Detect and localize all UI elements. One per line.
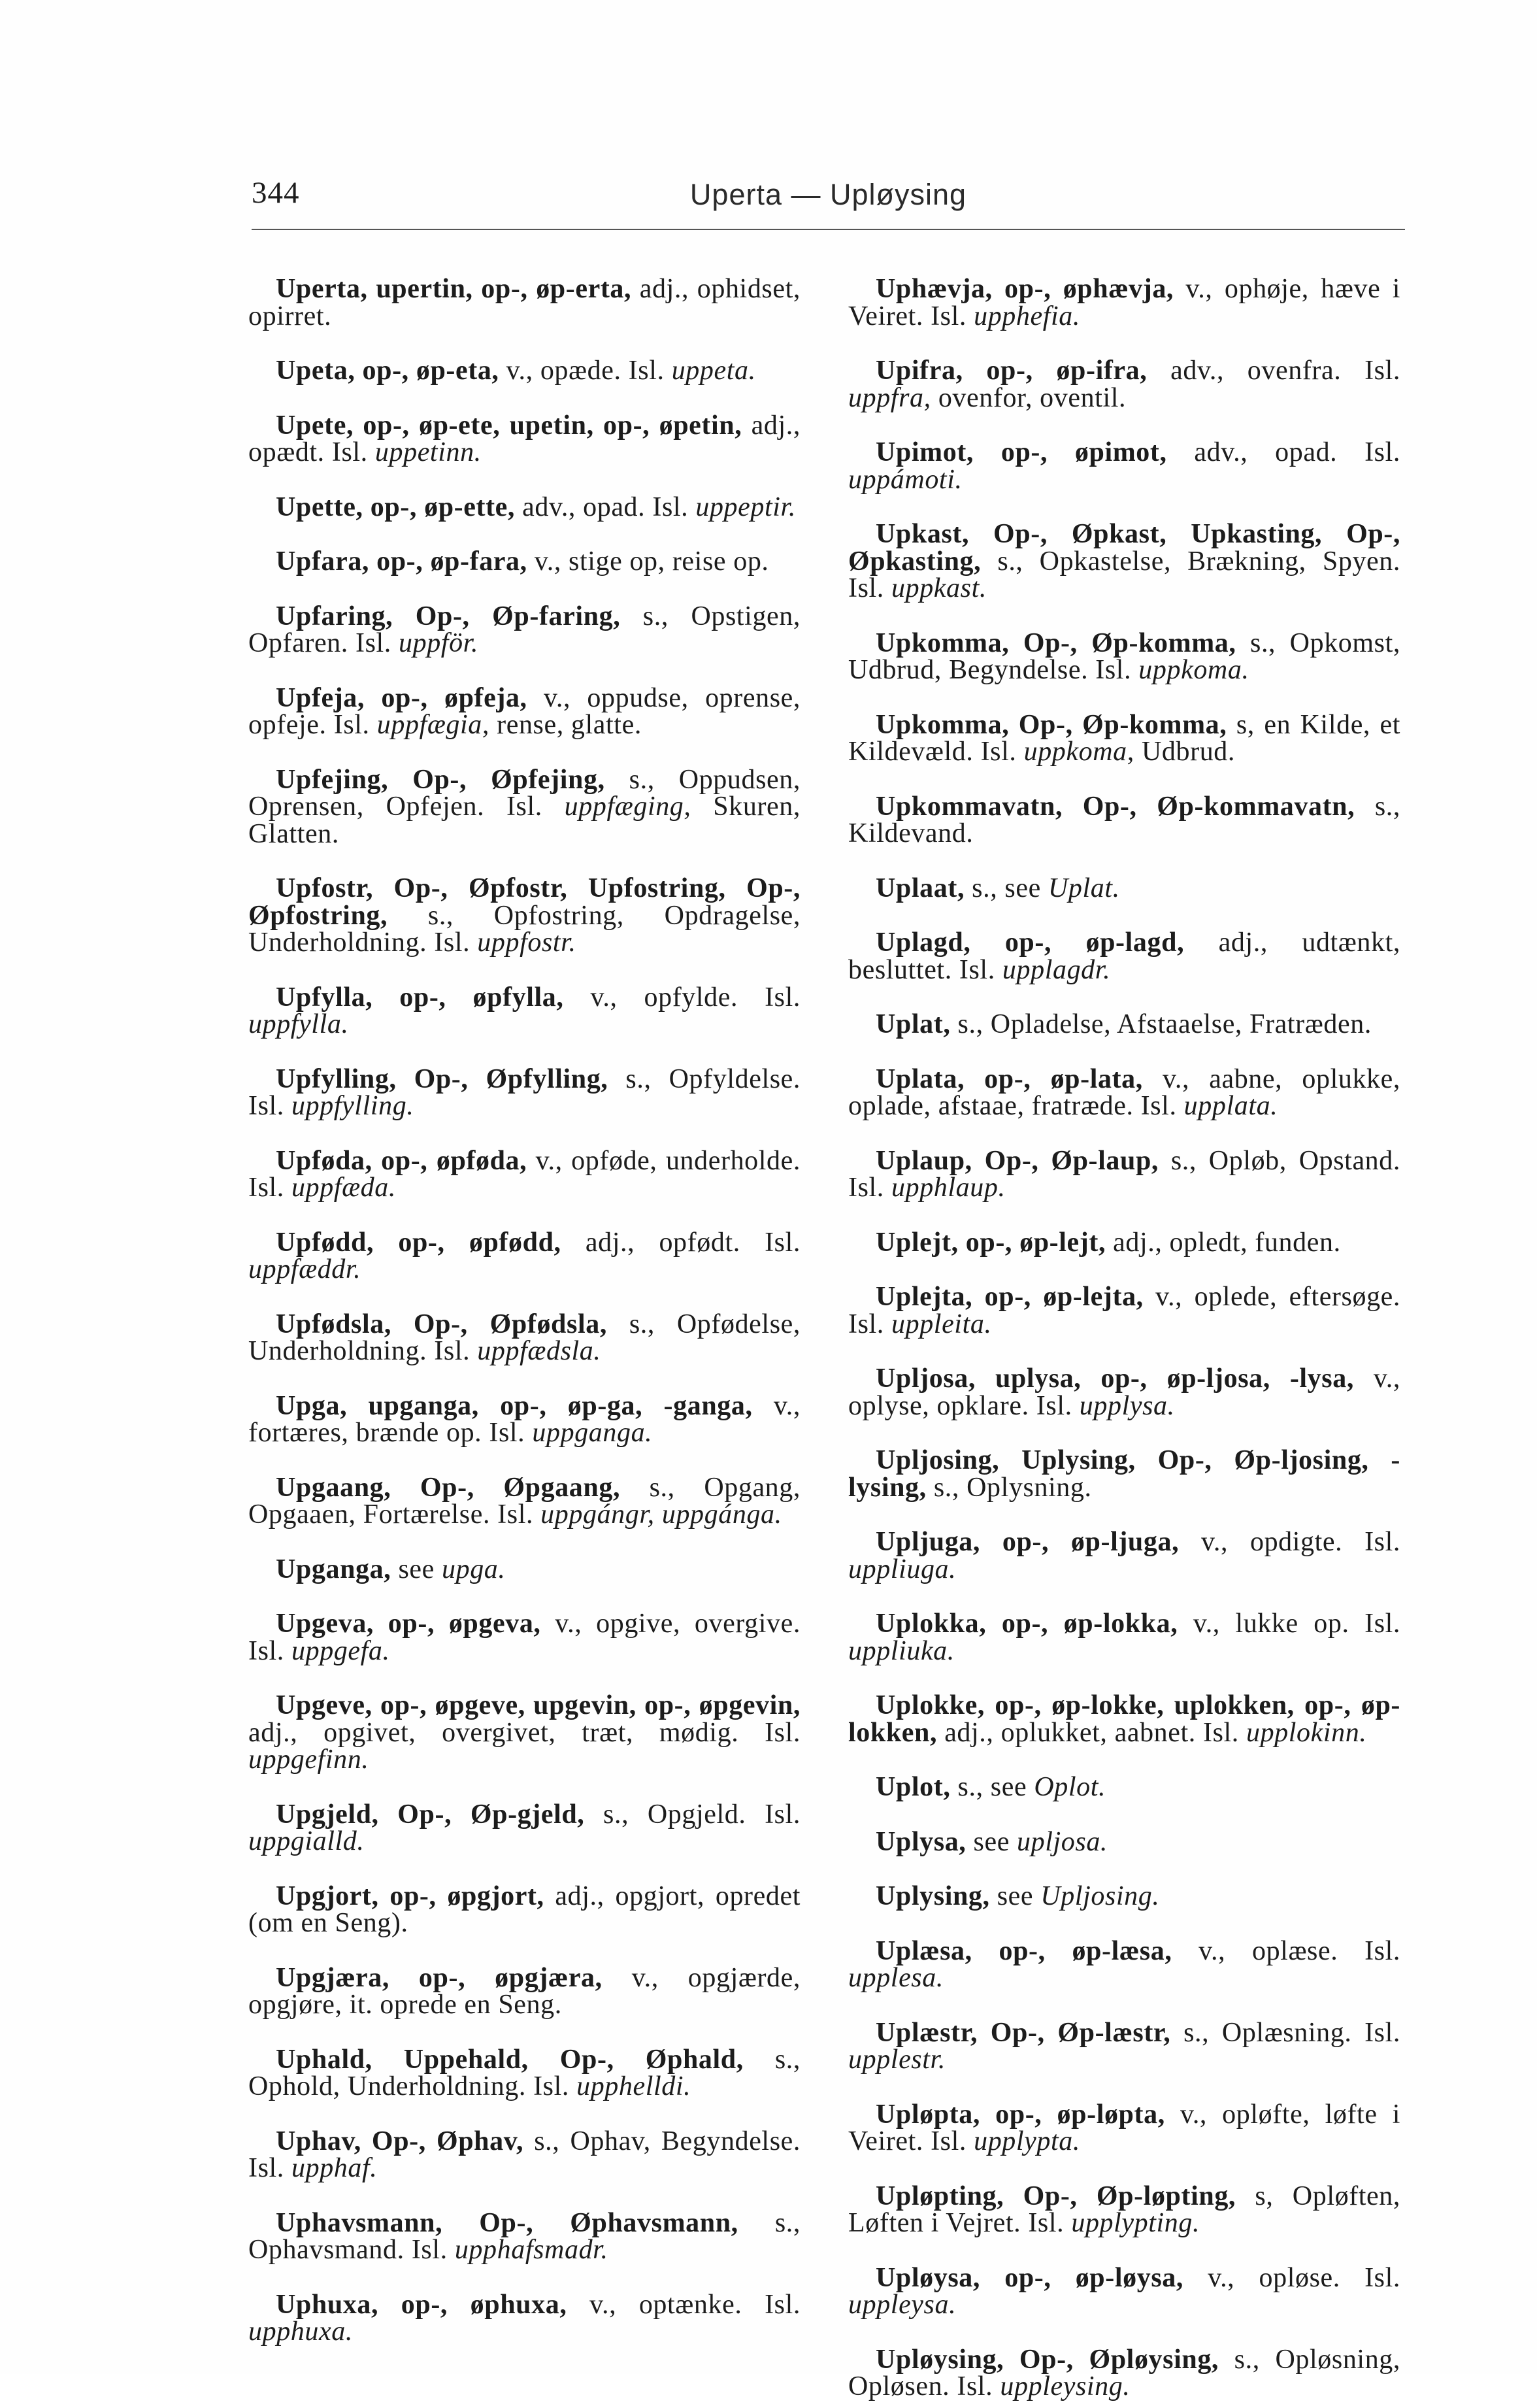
right-column [848, 248, 1400, 2408]
dictionary-entry [848, 2101, 1400, 2156]
source-form: uppfægia, [376, 710, 490, 740]
dictionary-entry [848, 1284, 1400, 1338]
headword: Uplejta, op-, øp-lejta, [876, 1282, 1144, 1312]
dictionary-entry [248, 764, 801, 849]
definition: adj., opfødt. Isl. [561, 1227, 801, 1258]
source-form: uppetinn. [374, 437, 482, 467]
dictionary-entry [248, 1692, 801, 1774]
source-form: uppfæging, [564, 792, 691, 822]
definition: v., optænke. Isl. [567, 2289, 801, 2320]
headword: Upføda, op-, øpføda, [276, 1145, 527, 1176]
headword: Upkast, Op-, Øpkast, Upkasting, Op-, Øpkasting, [848, 519, 1400, 577]
headword: Upkommavatn, Op-, Øp-kommavatn, [876, 791, 1355, 822]
dictionary-entry [848, 2017, 1400, 2075]
source-form: uppfra, [848, 382, 931, 413]
dictionary-entry [248, 1883, 801, 1937]
source-form: upphuxa. [248, 2316, 353, 2347]
dictionary-entry [248, 1229, 801, 1284]
source-form: uppeptir. [695, 492, 796, 522]
source-form: uppliuga. [848, 1554, 957, 1584]
dictionary-entry [848, 1774, 1400, 1801]
dictionary-entry [248, 2044, 801, 2101]
headword: Upfødd, op-, øpfødd, [276, 1227, 561, 1258]
source-form: uppeta. [671, 356, 756, 386]
dictionary-entry [848, 791, 1401, 848]
headword: Upfylling, Op-, Øpfylling, [276, 1063, 608, 1094]
headword: Upette, op-, øp-ette, [276, 492, 515, 522]
dictionary-entry [248, 875, 801, 957]
dictionary-entry [848, 875, 1400, 903]
headword: Uplysa, [876, 1826, 967, 1857]
dictionary-entry [848, 2262, 1400, 2320]
dictionary-entry [248, 1311, 801, 1365]
definition-continued: Skuren, Glatten. [248, 792, 801, 849]
dictionary-entry [248, 412, 801, 467]
definition: v., stige op, reise op. [527, 546, 769, 577]
definition: v., aabne, oplukke, oplade, afstaae, fratræde. Isl. [848, 1063, 1400, 1121]
dictionary-entry [248, 1801, 801, 1856]
dictionary-entry [848, 1611, 1400, 1665]
page-number: 344 [252, 176, 300, 210]
source-form: upga. [442, 1554, 506, 1584]
source-form: uppgefinn. [248, 1745, 369, 1775]
definition: adj., opgivet, overgivet, træt, mødig. Isl. [248, 1717, 801, 1748]
headword: Uplejt, op-, øp-lejt, [876, 1227, 1106, 1258]
headword: Uplat, [876, 1009, 951, 1039]
definition: s., Opstigen, Opfaren. Isl. [248, 601, 801, 658]
definition: adv., opad. Isl. [515, 492, 696, 522]
headword: Upga, upganga, op-, øp-ga, -ganga, [276, 1390, 753, 1421]
left-column [248, 248, 801, 2353]
dictionary-entry [848, 1883, 1400, 1911]
definition: s., Kildevand. [848, 791, 1401, 848]
definition: s., see [965, 873, 1048, 903]
dictionary-entry [248, 682, 801, 740]
definition: s., Opfødelse, Underholdning. Isl. [248, 1309, 801, 1366]
dictionary-entry [848, 358, 1400, 412]
source-form: uppkast. [891, 573, 987, 603]
headword: Upfejing, Op-, Øpfejing, [276, 764, 605, 795]
dictionary-entry [848, 1826, 1400, 1857]
definition: s., Opgang, Opgaaen, Fortærelse. Isl. [248, 1472, 801, 1530]
dictionary-entry [848, 1011, 1400, 1039]
definition: adj., opædt. Isl. [248, 410, 801, 467]
definition: adj., opledt, funden. [1106, 1227, 1341, 1258]
definition: s., Ophold, Underholdning. Isl. [248, 2044, 801, 2101]
headword: Uperta, upertin, op-, øp-erta, [276, 274, 632, 304]
source-form: uppámoti. [848, 464, 963, 495]
headword: Uplysing, [876, 1881, 990, 1911]
headword: Upljosa, uplysa, op-, øp-ljosa, -lysa, [876, 1363, 1354, 1394]
source-form: upplestr. [848, 2045, 946, 2075]
dictionary-entry [848, 1447, 1400, 1501]
source-form: uppliuka. [848, 1635, 955, 1666]
dictionary-entry [848, 709, 1400, 767]
headword: Uphuxa, op-, øphuxa, [276, 2289, 567, 2320]
headword: Upimot, op-, øpimot, [876, 437, 1167, 467]
headword: Upløpting, Op-, Øp-løpting, [876, 2181, 1236, 2211]
definition: v., fortæres, brænde op. Isl. [248, 1390, 801, 1448]
definition: v., oplæse. Isl. [1172, 1935, 1400, 1966]
definition: s., Ophavsmand. Isl. [248, 2207, 801, 2265]
source-form: upphafsmadr. [454, 2235, 608, 2265]
definition: v., oplyse, opklare. Isl. [848, 1363, 1400, 1421]
source-form: uppgángr, uppgánga. [540, 1499, 782, 1530]
definition: adj., udtænkt, besluttet. Isl. [848, 928, 1400, 985]
headword: Uplokke, op-, øp-lokke, uplokken, op-, øp-lokken, [848, 1690, 1400, 1748]
headword: Upfylla, op-, øpfylla, [276, 982, 564, 1012]
definition: adj., oplukket, aabnet. Isl. [937, 1717, 1246, 1748]
dictionary-entry [248, 494, 801, 522]
source-form: Uplat. [1048, 873, 1120, 903]
source-form: uppleysing. [1000, 2371, 1131, 2401]
headword: Upløysa, op-, øp-løysa, [876, 2262, 1183, 2293]
headword: Upgeva, op-, øpgeva, [276, 1609, 541, 1639]
definition: v., opgive, overgive. Isl. [248, 1609, 801, 1666]
source-form: upplysa. [1079, 1390, 1175, 1421]
dictionary-entry [848, 1145, 1400, 1203]
headword: Upfostr, Op-, Øpfostr, Upfostring, Op-, Øpfostring, [248, 873, 801, 931]
source-form: uppfylling. [291, 1091, 414, 1121]
source-form: upphlaup. [891, 1173, 1006, 1203]
headword: Uplaup, Op-, Øp-laup, [876, 1145, 1159, 1176]
header-rule [252, 229, 1405, 230]
source-form: uppgefa. [291, 1635, 390, 1666]
source-form: uppfæda. [291, 1173, 396, 1203]
dictionary-entry [848, 521, 1400, 603]
dictionary-entry [848, 2183, 1400, 2237]
definition: s., Opkomst, Udbrud, Begyndelse. Isl. [848, 627, 1400, 685]
headword: Uplæstr, Op-, Øp-læstr, [876, 2017, 1171, 2048]
source-form: uppför. [399, 628, 479, 658]
definition-continued: Udbrud. [1134, 737, 1235, 767]
headword: Upfara, op-, øp-fara, [276, 546, 527, 577]
source-form: uppfædsla. [477, 1336, 601, 1366]
source-form: Oplot. [1034, 1772, 1106, 1802]
headword: Upgeve, op-, øpgeve, upgevin, op-, øpgevin, [276, 1690, 801, 1720]
headword: Uplokka, op-, øp-lokka, [876, 1609, 1178, 1639]
dictionary-entry [848, 1935, 1400, 1993]
dictionary-entry [248, 984, 801, 1039]
definition: s., Opløsning, Opløsen. Isl. [848, 2344, 1400, 2401]
definition: s., Opladelse, Afstaaelse, Fratræden. [950, 1009, 1372, 1039]
headword: Upljuga, op-, øp-ljuga, [876, 1527, 1180, 1557]
source-form: upplypta. [974, 2126, 1080, 2156]
headword: Upløysing, Op-, Øpløysing, [876, 2344, 1219, 2375]
dictionary-entry [248, 276, 801, 330]
dictionary-entry [848, 439, 1400, 493]
definition: s., Opfostring, Opdragelse, Underholdning. Isl. [248, 900, 801, 958]
headword: Uphævja, op-, øphævja, [876, 274, 1174, 304]
dictionary-entry [248, 1962, 801, 2020]
dictionary-entry [248, 1556, 801, 1584]
definition: adj., ophidset, opirret. [248, 274, 801, 331]
definition: s, Opløften, Løften i Vejret. Isl. [848, 2181, 1400, 2238]
source-form: upplesa. [848, 1963, 944, 1993]
headword: Uphald, Uppehald, Op-, Øphald, [276, 2044, 744, 2075]
definition: v., opløse. Isl. [1183, 2262, 1400, 2293]
headword: Uphav, Op-, Øphav, [276, 2126, 524, 2156]
definition: s., Oplæsning. Isl. [1170, 2017, 1400, 2048]
source-form: upplypting. [1071, 2208, 1200, 2238]
definition: v., opdigte. Isl. [1179, 1527, 1400, 1557]
definition: v., opløfte, løfte i Veiret. Isl. [848, 2099, 1400, 2156]
source-form: upplokinn. [1246, 1717, 1367, 1748]
source-form: uppkoma. [1138, 655, 1249, 685]
definition: v., lukke op. Isl. [1178, 1609, 1401, 1639]
definition: v., opgjærde, opgjøre, it. oprede en Seng. [248, 1962, 801, 2020]
definition: v., opæde. Isl. [499, 356, 672, 386]
definition: v., opføde, underholde. Isl. [248, 1145, 801, 1203]
definition: adv., opad. Isl. [1166, 437, 1400, 467]
headword: Upkomma, Op-, Øp-komma, [876, 709, 1227, 740]
dictionary-entry [248, 1390, 801, 1448]
source-form: uppfylla. [248, 1009, 349, 1039]
dictionary-entry [248, 2289, 801, 2347]
headword: Upgjeld, Op-, Øp-gjeld, [276, 1799, 585, 1830]
source-form: uppfostr. [477, 928, 576, 958]
dictionary-entry [848, 1365, 1400, 1420]
source-form: uppfæddr. [248, 1254, 361, 1284]
headword: Uplaat, [876, 873, 965, 903]
headword: Upganga, [276, 1554, 391, 1584]
source-form: uppleysa. [848, 2290, 957, 2320]
dictionary-entry [248, 1063, 801, 1121]
dictionary-entry [248, 548, 801, 576]
dictionary-entry [848, 1229, 1400, 1257]
dictionary-entry [248, 1472, 801, 1530]
dictionary-entry [248, 2207, 801, 2265]
headword: Upgjæra, op-, øpgjæra, [276, 1962, 603, 1993]
definition: v., oppudse, oprense, opfeje. Isl. [248, 682, 801, 740]
headword: Upfeja, op-, øpfeja, [276, 682, 527, 713]
definition: s., Opgjeld. Isl. [584, 1799, 801, 1830]
headword: Upfødsla, Op-, Øpfødsla, [276, 1309, 607, 1339]
definition-continued: ovenfor, oventil. [931, 382, 1127, 413]
definition: s., see [950, 1772, 1034, 1802]
running-head: Uperta — Upløysing [689, 178, 967, 211]
headword: Uphavsmann, Op-, Øphavsmann, [276, 2207, 738, 2238]
source-form: upphefia. [974, 301, 1080, 331]
definition: v., oplede, eftersøge. Isl. [848, 1282, 1401, 1339]
dictionary-entry [248, 358, 801, 385]
definition: v., opfylde. Isl. [563, 982, 801, 1012]
dictionary-entry [848, 1692, 1400, 1747]
definition: adj., opgjort, opredet (om en Seng). [248, 1881, 801, 1938]
headword: Upgjort, op-, øpgjort, [276, 1881, 544, 1911]
dictionary-entry [248, 1145, 801, 1203]
dictionary-entry [848, 276, 1400, 330]
definition: s., Opfyldelse. Isl. [248, 1063, 801, 1121]
dictionary-entry [248, 1611, 801, 1665]
definition: s., Opløb, Opstand. Isl. [848, 1145, 1400, 1203]
dictionary-entry [848, 929, 1400, 984]
headword: Upifra, op-, øp-ifra, [876, 356, 1148, 386]
definition-continued: rense, glatte. [489, 710, 642, 740]
dictionary-entry [848, 1529, 1400, 1583]
source-form: Upljosing. [1040, 1881, 1160, 1911]
headword: Uplæsa, op-, øp-læsa, [876, 1935, 1172, 1966]
dictionary-entry [248, 2128, 801, 2182]
headword: Upeta, op-, øp-eta, [276, 356, 499, 386]
definition: see [966, 1826, 1017, 1857]
dictionary-entry [848, 627, 1400, 685]
source-form: upplata. [1183, 1091, 1278, 1121]
definition: see [391, 1554, 442, 1584]
dictionary-entry [848, 2344, 1400, 2401]
definition: see [989, 1881, 1041, 1911]
source-form: uppgialld. [248, 1826, 365, 1856]
page-header [252, 175, 1405, 214]
headword: Upkomma, Op-, Øp-komma, [876, 627, 1236, 658]
source-form: upphaf. [291, 2153, 378, 2183]
definition: adv., ovenfra. Isl. [1147, 356, 1400, 386]
source-form: upljosa. [1017, 1826, 1108, 1857]
definition: s., Ophav, Begyndelse. Isl. [248, 2126, 801, 2183]
source-form: upphelldi. [576, 2071, 691, 2101]
definition: s., Oplysning. [926, 1472, 1092, 1503]
headword: Uplot, [876, 1772, 951, 1802]
dictionary-entry [248, 603, 801, 658]
definition: s., Opkastelse, Brækning, Spyen. Isl. [848, 546, 1400, 603]
headword: Upfaring, Op-, Øp-faring, [276, 601, 621, 631]
headword: Upete, op-, øp-ete, upetin, op-, øpetin, [276, 410, 742, 441]
headword: Uplagd, op-, øp-lagd, [876, 928, 1185, 958]
headword: Upgaang, Op-, Øpgaang, [276, 1472, 621, 1503]
definition: s, en Kilde, et Kildevæld. Isl. [848, 709, 1400, 767]
source-form: upplagdr. [1002, 954, 1111, 985]
headword: Uplata, op-, øp-lata, [876, 1063, 1143, 1094]
definition: s., Oppudsen, Oprensen, Opfejen. Isl. [248, 764, 801, 822]
headword: Upløpta, op-, øp-løpta, [876, 2099, 1165, 2130]
source-form: uppkoma, [1023, 737, 1134, 767]
headword: Upljosing, Uplysing, Op-, Øp-ljosing, -lysing, [848, 1445, 1400, 1503]
source-form: uppganga. [532, 1418, 653, 1448]
source-form: uppleita. [891, 1309, 992, 1339]
dictionary-entry [848, 1063, 1400, 1121]
definition: v., ophøje, hæve i Veiret. Isl. [848, 274, 1400, 331]
